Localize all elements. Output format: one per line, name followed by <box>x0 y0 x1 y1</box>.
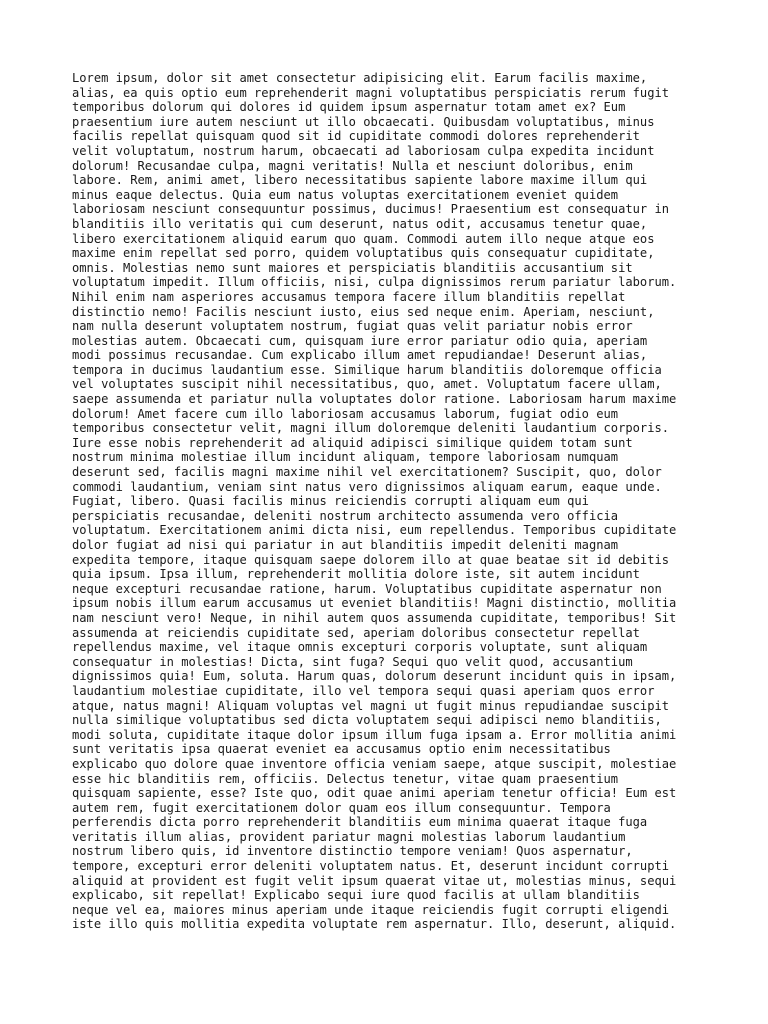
text-line: sunt veritatis ipsa quaerat eveniet ea accusamus optio enim necessitatibus <box>72 742 611 757</box>
text-line: nostrum libero quis, id inventore distinctio tempore veniam! Quos aspernatur, <box>72 844 633 859</box>
text-line: assumenda at reiciendis cupiditate sed, aperiam doloribus consectetur repellat <box>72 625 640 640</box>
text-line: tempora in ducimus laudantium esse. Similique harum blanditiis doloremque officia <box>72 362 662 377</box>
text-line: saepe assumenda et pariatur nulla voluptates dolor ratione. Laboriosam harum maxime <box>72 392 677 407</box>
text-line: distinctio nemo! Facilis nesciunt iusto, eius sed neque enim. Aperiam, nesciunt, <box>72 304 655 319</box>
text-line: alias, ea quis optio eum reprehenderit magni voluptatibus perspiciatis rerum fugit <box>72 85 670 100</box>
text-line: nostrum minima molestiae illum incidunt aliquam, tempore laboriosam numquam <box>72 450 619 465</box>
text-line: velit voluptatum, nostrum harum, obcaecati ad laboriosam culpa expedita incidunt <box>72 143 655 158</box>
text-line: dolorum! Amet facere cum illo laboriosam accusamus laborum, fugiat odio eum <box>72 406 619 421</box>
text-line: blanditiis illo veritatis qui cum deserunt, natus odit, accusamus tenetur quae, <box>72 216 648 231</box>
text-line: explicabo, sit repellat! Explicabo sequi iure quod facilis at ullam blanditiis <box>72 888 640 903</box>
text-line: neque vel ea, maiores minus aperiam unde itaque reiciendis fugit corrupti eligendi <box>72 902 670 917</box>
text-line: maxime enim repellat sed porro, quidem voluptatibus quis consequatur cupiditate, <box>72 246 655 261</box>
text-line: nam nulla deserunt voluptatem nostrum, fugiat quas velit pariatur nobis error <box>72 319 633 334</box>
text-line: nam nesciunt vero! Neque, in nihil autem quos assumenda cupiditate, temporibus! Sit <box>72 610 677 625</box>
text-line: modi soluta, cupiditate itaque dolor ipsum illum fuga ipsam a. Error mollitia animi <box>72 727 677 742</box>
text-line: laboriosam nesciunt consequuntur possimus, ducimus! Praesentium est consequatur in <box>72 202 670 217</box>
text-line: nulla similique voluptatibus sed dicta voluptatem sequi adipisci nemo blanditiis, <box>72 713 662 728</box>
text-line: neque excepturi recusandae ratione, harum. Voluptatibus cupiditate aspernatur non <box>72 581 662 596</box>
text-line: libero exercitationem aliquid earum quo quam. Commodi autem illo neque atque eos <box>72 231 655 246</box>
text-line: Iure esse nobis reprehenderit ad aliquid adipisci similique quidem totam sunt <box>72 435 633 450</box>
text-line: quisquam sapiente, esse? Iste quo, odit quae animi aperiam tenetur officia! Eum est <box>72 786 677 801</box>
text-line: tempore, excepturi error deleniti voluptatem natus. Et, deserunt incidunt corrupti <box>72 859 670 874</box>
text-line: praesentium iure autem nesciunt ut illo obcaecati. Quibusdam voluptatibus, minus <box>72 114 655 129</box>
text-line: iste illo quis mollitia expedita voluptate rem aspernatur. Illo, deserunt, aliquid. <box>72 917 677 932</box>
text-line: quia ipsum. Ipsa illum, reprehenderit mollitia dolore iste, sit autem incidunt <box>72 567 640 582</box>
text-line: Fugiat, libero. Quasi facilis minus reiciendis corrupti aliquam eum qui <box>72 494 589 509</box>
text-line: temporibus dolorum qui dolores id quidem ipsum aspernatur totam amet ex? Eum <box>72 100 626 115</box>
text-line: voluptatum impedit. Illum officiis, nisi, culpa dignissimos rerum pariatur laborum. <box>72 275 677 290</box>
text-line: repellendus maxime, vel itaque omnis excepturi corporis voluptate, sunt aliquam <box>72 640 648 655</box>
text-line: atque, natus magni! Aliquam voluptas vel magni ut fugit minus repudiandae suscipit <box>72 698 670 713</box>
text-line: ipsum nobis illum earum accusamus ut eveniet blanditiis! Magni distinctio, mollitia <box>72 596 677 611</box>
text-line: temporibus consectetur velit, magni illum doloremque deleniti laudantium corporis. <box>72 421 670 436</box>
text-line: perferendis dicta porro reprehenderit blanditiis eum minima quaerat itaque fuga <box>72 815 648 830</box>
body-text <box>72 71 702 932</box>
text-line: labore. Rem, animi amet, libero necessitatibus sapiente labore maxime illum qui <box>72 173 648 188</box>
text-line: Nihil enim nam asperiores accusamus tempora facere illum blanditiis repellat <box>72 289 626 304</box>
text-line: facilis repellat quisquam quod sit id cupiditate commodi dolores reprehenderit <box>72 129 640 144</box>
text-line: aliquid at provident est fugit velit ipsum quaerat vitae ut, molestias minus, sequi <box>72 873 677 888</box>
text-line: modi possimus recusandae. Cum explicabo illum amet repudiandae! Deserunt alias, <box>72 348 648 363</box>
text-line: esse hic blanditiis rem, officiis. Delectus tenetur, vitae quam praesentium <box>72 771 619 786</box>
text-line: commodi laudantium, veniam sint natus vero dignissimos aliquam earum, eaque unde. <box>72 479 662 494</box>
text-line: veritatis illum alias, provident pariatur magni molestias laborum laudantium <box>72 829 626 844</box>
text-line: vel voluptates suscipit nihil necessitatibus, quo, amet. Voluptatum facere ullam, <box>72 377 662 392</box>
text-line: deserunt sed, facilis magni maxime nihil vel exercitationem? Suscipit, quo, dolor <box>72 465 662 480</box>
text-line: dolor fugiat ad nisi qui pariatur in aut blanditiis impedit deleniti magnam <box>72 538 619 552</box>
text-line: laudantium molestiae cupiditate, illo vel tempora sequi quasi aperiam quos error <box>72 683 655 698</box>
text-line: molestias autem. Obcaecati cum, quisquam iure error pariatur odio quia, aperiam <box>72 333 648 348</box>
text-line: voluptatum. Exercitationem animi dicta nisi, eum repellendus. Temporibus cupiditate <box>72 523 677 538</box>
text-line: minus eaque delectus. Quia eum natus voluptas exercitationem eveniet quidem <box>72 187 619 202</box>
text-line: dolorum! Recusandae culpa, magni veritatis! Nulla et nesciunt doloribus, enim <box>72 158 633 173</box>
text-line: explicabo quo dolore quae inventore officia veniam saepe, atque suscipit, molestiae <box>72 756 677 771</box>
text-line: Lorem ipsum, dolor sit amet consectetur adipisicing elit. Earum facilis maxime, <box>72 71 648 85</box>
text-line: expedita tempore, itaque quisquam saepe dolorem illo at quae beatae sit id debitis <box>72 552 670 567</box>
text-line: autem rem, fugit exercitationem dolor quam eos illum consequuntur. Tempora <box>72 800 611 815</box>
text-line: dignissimos quia! Eum, soluta. Harum quas, dolorum deserunt incidunt quis in ipsam, <box>72 669 677 684</box>
text-line: omnis. Molestias nemo sunt maiores et perspiciatis blanditiis accusantium sit <box>72 260 633 275</box>
text-line: consequatur in molestias! Dicta, sint fuga? Sequi quo velit quod, accusantium <box>72 654 633 669</box>
text-line: perspiciatis recusandae, deleniti nostrum architecto assumenda vero officia <box>72 508 619 523</box>
